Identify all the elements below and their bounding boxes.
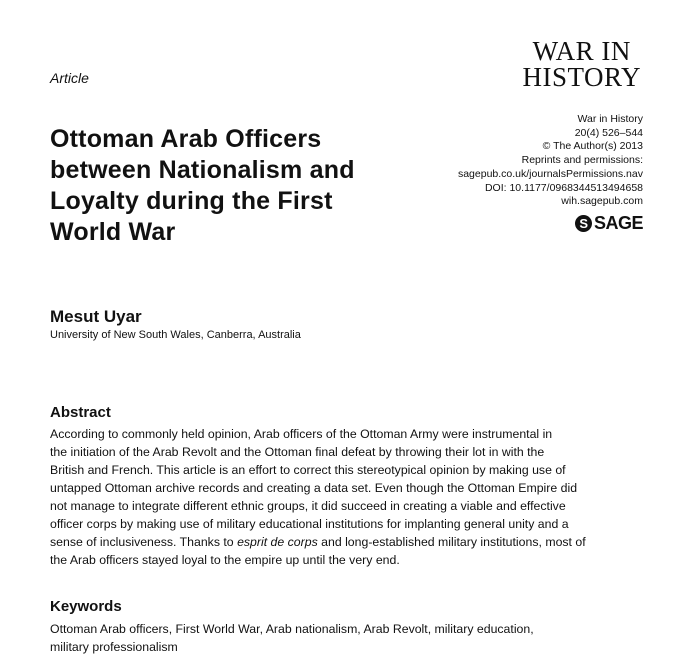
title-line: Loyalty during the First <box>50 187 333 215</box>
abstract-line: According to commonly held opinion, Arab officers of the Ottoman Army were instrumental in <box>50 427 553 441</box>
keywords-list <box>50 620 534 656</box>
permissions-link[interactable]: sagepub.co.uk/journalsPermissions.nav <box>457 167 643 180</box>
abstract-line: untapped Ottoman archive records and creating a data set. Even though the Ottoman Empire did <box>50 481 578 495</box>
abstract-line: the Arab officers stayed loyal to the empire up until the very end. <box>50 553 400 567</box>
journal-name: War in History <box>577 113 643 125</box>
abstract-text: and long-established military institutions, most of <box>317 535 586 549</box>
title-line: Ottoman Arab Officers <box>50 125 322 153</box>
reprints-label: Reprints and permissions: <box>521 154 643 167</box>
abstract-line: British and French. This article is an effort to correct this stereotypical opinion by making use of <box>50 463 566 477</box>
keywords-line: Ottoman Arab officers, First World War, Arab nationalism, Arab Revolt, military education, <box>50 622 534 636</box>
abstract-line: the initiation of the Arab Revolt and the Ottoman final defeat by throwing their lot in with the <box>50 445 545 459</box>
copyright-notice: © The Author(s) 2013 <box>542 140 643 153</box>
doi[interactable]: DOI: 10.1177/0968344513494658 <box>484 181 643 194</box>
abstract-line <box>50 533 650 551</box>
article-type-label: Article <box>50 70 89 86</box>
journal-site-link[interactable]: wih.sagepub.com <box>561 195 643 208</box>
publisher-name: SAGE <box>593 213 643 233</box>
publication-metadata <box>458 113 643 209</box>
journal-logo-line2: HISTORY <box>522 62 641 92</box>
journal-logo-line1: WAR IN <box>532 36 631 66</box>
publisher-logo <box>575 213 643 234</box>
abstract-line: officer corps by making use of military educational institutions for implanting general unity and a <box>50 517 569 531</box>
volume-pages: 20(4) 526–544 <box>574 126 643 139</box>
sage-icon: S <box>575 215 592 232</box>
abstract-italic-term: esprit de corps <box>237 535 318 549</box>
author-affiliation: University of New South Wales, Canberra, Australia <box>50 329 301 341</box>
abstract-body <box>50 425 650 569</box>
journal-logo <box>522 38 641 90</box>
keywords-line: military professionalism <box>50 640 178 654</box>
author-name: Mesut Uyar <box>50 307 142 326</box>
abstract-heading: Abstract <box>50 404 111 421</box>
article-title <box>50 124 430 248</box>
title-line: World War <box>50 218 176 246</box>
abstract-text: sense of inclusiveness. Thanks to <box>50 535 238 549</box>
keywords-heading: Keywords <box>50 598 122 615</box>
title-line: between Nationalism and <box>50 156 355 184</box>
abstract-line: not manage to integrate different ethnic groups, it did succeed in creating a viable and effective <box>50 499 566 513</box>
